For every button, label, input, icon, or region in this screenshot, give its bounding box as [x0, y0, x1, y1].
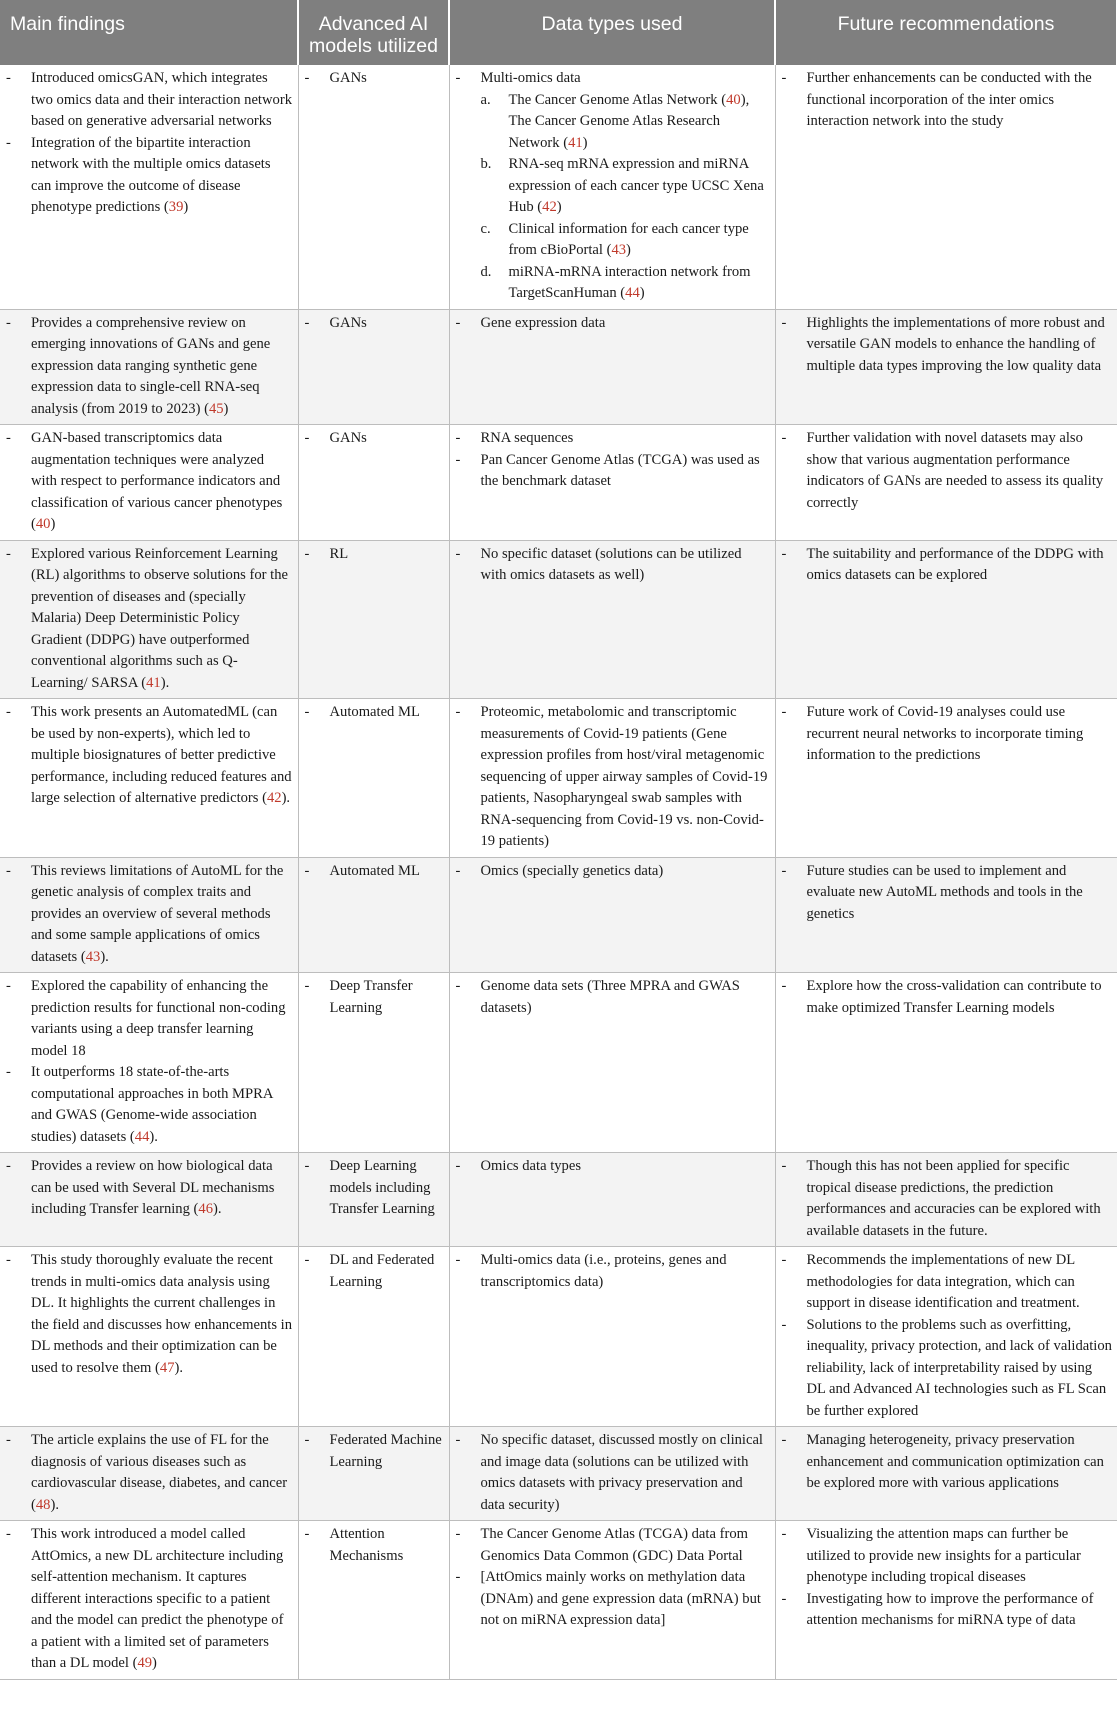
cell-data-types — [449, 1521, 775, 1680]
table-row — [0, 699, 1117, 858]
list-item — [782, 313, 1113, 378]
cell-data-types — [449, 65, 775, 309]
table-row — [0, 1427, 1117, 1521]
cell-data-types — [449, 1427, 775, 1521]
recommendations-list — [782, 313, 1113, 378]
table-row — [0, 1247, 1117, 1427]
table-row — [0, 1153, 1117, 1247]
list-item — [782, 1524, 1113, 1589]
item-text: Genome data sets (Three MPRA and GWAS datasets) — [480, 978, 740, 1016]
table-row — [0, 425, 1117, 541]
list-item — [6, 544, 293, 695]
cell-main-findings — [0, 973, 298, 1153]
table-row — [0, 309, 1117, 425]
list-item — [6, 976, 293, 1062]
cell-main-findings — [0, 425, 298, 541]
cell-data-types — [449, 540, 775, 699]
item-text: Gene expression data — [480, 314, 606, 331]
header-main-findings: Main findings — [0, 0, 298, 65]
citation-ref: 47 — [159, 1359, 175, 1376]
models-list — [305, 1430, 444, 1473]
item-text: Omics data types — [480, 1158, 582, 1174]
list-item — [782, 428, 1113, 514]
list-item — [782, 702, 1113, 767]
table-row — [0, 1521, 1117, 1680]
citation-ref: 44 — [625, 285, 640, 301]
list-item — [456, 450, 770, 493]
table-header-row — [0, 0, 1117, 65]
cell-future-recommendations — [775, 699, 1117, 858]
list-item — [782, 544, 1113, 587]
item-text: This work introduced a model called AttOmics, a new DL architecture including self-attention mechanism. It captures different interactions specific to a patient and the model can predict the phenotype of a patient with a limited set of parameters than a DL model ( — [31, 1526, 284, 1671]
table-row — [0, 65, 1117, 309]
list-item — [456, 702, 770, 853]
item-text-end: ). — [281, 790, 291, 806]
item-text: Investigating how to improve the performance of attention mechanisms for miRNA type of data — [806, 1590, 1094, 1628]
list-item — [6, 428, 293, 536]
models-list — [305, 428, 444, 450]
list-item — [456, 1250, 770, 1293]
citation-ref: 43 — [611, 242, 627, 258]
table-body — [0, 65, 1117, 1679]
list-item — [6, 1250, 293, 1379]
cell-future-recommendations — [775, 1521, 1117, 1680]
cell-main-findings — [0, 1153, 298, 1247]
cell-ai-models — [298, 309, 449, 425]
list-item — [782, 1315, 1113, 1423]
cell-data-types — [449, 699, 775, 858]
item-text: miRNA-mRNA interaction network from TargetScanHuman ( — [508, 263, 751, 301]
data-types-list — [456, 313, 770, 335]
cell-ai-models — [298, 699, 449, 858]
item-text: Introduced omicsGAN, which integrates two omics data and their interaction network based on generative adversarial networks — [31, 70, 292, 129]
header-data-types: Data types used — [449, 0, 775, 65]
recommendations-list — [782, 1156, 1113, 1242]
citation-ref: 46 — [198, 1201, 213, 1217]
citation-ref: 45 — [208, 400, 224, 417]
cell-data-types — [449, 309, 775, 425]
findings-list — [6, 428, 293, 536]
item-text-end: ) — [626, 242, 631, 258]
item-text: Managing heterogeneity, privacy preservation enhancement and communication optimization can be explored more with various applications — [806, 1432, 1104, 1491]
data-types-list — [456, 1430, 770, 1516]
citation-ref: 42 — [266, 790, 282, 806]
list-item — [782, 1156, 1113, 1242]
models-list — [305, 68, 444, 90]
sub-marker: a. — [480, 91, 491, 108]
cell-future-recommendations — [775, 425, 1117, 541]
cell-future-recommendations — [775, 1427, 1117, 1521]
list-item — [6, 702, 293, 810]
cell-main-findings — [0, 1247, 298, 1427]
cell-ai-models — [298, 1153, 449, 1247]
recommendations-list — [782, 1524, 1113, 1632]
citation-ref: 48 — [35, 1496, 51, 1513]
item-text: GAN-based transcriptomics data augmentation techniques were analyzed with respect to performance indicators and classification of various cancer phenotypes ( — [31, 430, 283, 532]
cell-data-types — [449, 973, 775, 1153]
item-text-end: ) — [50, 516, 56, 532]
findings-list — [6, 976, 293, 1148]
cell-data-types — [449, 857, 775, 973]
item-text: The article explains the use of FL for the diagnosis of various diseases such as cardiovascular disease, diabetes, and cancer ( — [31, 1432, 288, 1513]
models-list — [305, 861, 444, 883]
models-list — [305, 1250, 444, 1293]
list-item: - Automated ML — [305, 861, 444, 883]
citation-ref: 39 — [168, 199, 184, 215]
item-text: Multi-omics data — [480, 70, 581, 86]
list-item — [456, 976, 770, 1019]
table-row — [0, 857, 1117, 973]
header-advanced-ai-models: Advanced AI models utilized — [298, 0, 449, 65]
item-text-end: ). — [100, 948, 109, 965]
sub-marker: b. — [480, 156, 492, 172]
item-text: Explore how the cross-validation can contribute to make optimized Transfer Learning models — [806, 978, 1102, 1016]
list-item: - RL — [305, 544, 444, 566]
recommendations-list — [782, 976, 1113, 1019]
cell-main-findings — [0, 65, 298, 309]
item-text: Future work of Covid-19 analyses could use recurrent neural networks to incorporate timing information to the predictions — [806, 704, 1084, 763]
data-types-list — [456, 428, 770, 493]
findings-list — [6, 861, 293, 969]
citation-ref: 49 — [137, 1655, 153, 1671]
item-text: Multi-omics data (i.e., proteins, genes and transcriptomics data) — [480, 1252, 727, 1290]
cell-ai-models — [298, 65, 449, 309]
sub-marker: d. — [480, 263, 492, 280]
item-text: It outperforms 18 state-of-the-arts computational approaches in both MPRA and GWAS (Genome-wide association studies) datasets ( — [31, 1064, 273, 1145]
cell-data-types — [449, 1247, 775, 1427]
cell-future-recommendations — [775, 65, 1117, 309]
sub-list — [481, 90, 770, 305]
item-text-end: ) — [639, 285, 645, 301]
item-text: No specific dataset (solutions can be utilized with omics datasets as well) — [480, 545, 742, 583]
cell-ai-models — [298, 425, 449, 541]
item-text-end: ) — [223, 400, 229, 417]
data-types-list — [456, 861, 770, 883]
recommendations-list — [782, 1430, 1113, 1495]
list-item — [456, 1567, 770, 1632]
header-future-recommendations: Future recommendations — [775, 0, 1117, 65]
cell-ai-models — [298, 1521, 449, 1680]
sub-list-item — [481, 154, 770, 219]
recommendations-list — [782, 544, 1113, 587]
recommendations-list — [782, 702, 1113, 767]
item-text-end: ). — [174, 1359, 183, 1376]
list-item — [456, 1156, 770, 1178]
list-item — [6, 133, 293, 219]
models-list — [305, 702, 444, 724]
sub-list-item — [481, 262, 770, 305]
list-item — [782, 976, 1113, 1019]
item-text-end: ) — [152, 1655, 157, 1671]
list-item — [782, 861, 1113, 926]
list-item: - Deep Learning models including Transfer Learning — [305, 1156, 444, 1221]
data-types-list — [456, 68, 770, 305]
item-text: This study thoroughly evaluate the recent trends in multi-omics data analysis using DL. It highlights the current challenges in the field and discusses how enhancements in DL methods and their optimization can be used to resolve them ( — [31, 1252, 292, 1376]
sub-list-item — [481, 90, 770, 155]
list-item — [6, 1430, 293, 1516]
item-text: No specific dataset, discussed mostly on clinical and image data (solutions can be utilized with omics datasets with privacy preservation and data security) — [480, 1432, 763, 1513]
cell-ai-models — [298, 1247, 449, 1427]
item-text-end: ) — [582, 134, 588, 151]
item-text: This reviews limitations of AutoML for the genetic analysis of complex traits and provides an overview of several methods and some sample applications of omics datasets ( — [31, 862, 284, 965]
list-item — [456, 544, 770, 587]
list-item — [456, 1430, 770, 1516]
list-item: - GANs — [305, 428, 444, 450]
data-types-list — [456, 1156, 770, 1178]
item-text: Visualizing the attention maps can further be utilized to provide new insights for a particular phenotype including tropical diseases — [806, 1526, 1081, 1585]
list-item: - Federated Machine Learning — [305, 1430, 444, 1473]
cell-main-findings — [0, 699, 298, 858]
data-types-list — [456, 702, 770, 853]
list-item — [782, 68, 1113, 133]
cell-future-recommendations — [775, 540, 1117, 699]
models-list — [305, 313, 444, 335]
item-text: Though this has not been applied for specific tropical disease predictions, the prediction performances and accuracies can be explored with available datasets in the future. — [806, 1158, 1101, 1239]
item-text-end: ) — [183, 199, 189, 215]
item-text: ), The Cancer Genome Atlas Research Network ( — [508, 91, 750, 151]
list-item: - DL and Federated Learning — [305, 1250, 444, 1293]
item-text: Omics (specially genetics data) — [480, 862, 664, 879]
findings-list — [6, 313, 293, 421]
citation-ref: 40 — [35, 516, 51, 532]
table-row — [0, 540, 1117, 699]
models-list — [305, 1156, 444, 1221]
item-text: Solutions to the problems such as overfitting, inequality, privacy protection, and lack of validation reliability, lack of interpretability raised by using DL and Advanced AI technologies such as FL Scan be further explored — [806, 1316, 1112, 1419]
cell-main-findings — [0, 540, 298, 699]
list-item — [6, 1062, 293, 1148]
models-list — [305, 544, 444, 566]
models-list — [305, 976, 444, 1019]
cell-future-recommendations — [775, 857, 1117, 973]
item-text: Integration of the bipartite interaction network with the multiple omics datasets can improve the outcome of disease phenotype predictions ( — [31, 134, 271, 215]
item-text: RNA-seq mRNA expression and miRNA expression of each cancer type UCSC Xena Hub ( — [508, 156, 764, 215]
cell-future-recommendations — [775, 1247, 1117, 1427]
data-types-list — [456, 976, 770, 1019]
list-item — [6, 1156, 293, 1221]
cell-future-recommendations — [775, 309, 1117, 425]
item-text: RNA sequences — [480, 430, 574, 446]
item-text: Proteomic, metabolomic and transcriptomic measurements of Covid-19 patients (Gene expression profiles from host/viral metagenomic sequencing of upper airway samples of Covid-19 patients, Nasopharyngeal swab samples with RNA-sequencing from Covid-19 vs. non-Covid-19 patients) — [480, 704, 768, 849]
citation-ref: 41 — [146, 674, 161, 691]
cell-data-types — [449, 1153, 775, 1247]
item-text: Further enhancements can be conducted with the functional incorporation of the inter omics interaction network into the study — [806, 70, 1092, 129]
item-text: This work presents an AutomatedML (can be used by non-experts), which led to multiple biosignatures of better predictive performance, including reduced features and large selection of alternative predictors ( — [31, 704, 292, 806]
list-item — [782, 1430, 1113, 1495]
cell-main-findings — [0, 857, 298, 973]
list-item: - GANs — [305, 313, 444, 335]
findings-list — [6, 1430, 293, 1516]
item-text: Clinical information for each cancer type from cBioPortal ( — [508, 220, 749, 258]
item-text: [AttOmics mainly works on methylation data (DNAm) and gene expression data (mRNA) but not on miRNA expression data] — [480, 1569, 761, 1628]
findings-list — [6, 544, 293, 695]
citation-ref: 44 — [134, 1128, 150, 1145]
item-text: The suitability and performance of the DDPG with omics datasets can be explored — [806, 545, 1104, 583]
data-types-list — [456, 1524, 770, 1632]
list-item — [6, 68, 293, 133]
item-text: Further validation with novel datasets may also show that various augmentation performance indicators of GANs are needed to assess its quality correctly — [806, 430, 1104, 511]
list-item: - GANs — [305, 68, 444, 90]
sub-list-item — [481, 219, 770, 262]
item-text: Pan Cancer Genome Atlas (TCGA) was used as the benchmark dataset — [480, 451, 760, 489]
citation-ref: 41 — [568, 134, 583, 151]
findings-list — [6, 702, 293, 810]
list-item — [782, 1250, 1113, 1315]
sub-marker: c. — [480, 220, 491, 237]
list-item — [456, 1524, 770, 1567]
cell-main-findings — [0, 1427, 298, 1521]
list-item — [6, 1524, 293, 1675]
item-text: The Cancer Genome Atlas (TCGA) data from Genomics Data Common (GDC) Data Portal — [480, 1526, 748, 1564]
cell-ai-models — [298, 540, 449, 699]
findings-list — [6, 1524, 293, 1675]
item-text: Explored various Reinforcement Learning (RL) algorithms to observe solutions for the prevention of diseases and (specially Malaria) Deep Deterministic Policy Gradient (DDPG) have outperformed conventional algorithms such as Q-Learning/ SARSA ( — [31, 545, 288, 691]
item-text: Future studies can be used to implement and evaluate new AutoML methods and tools in the genetics — [806, 862, 1083, 922]
list-item — [6, 313, 293, 421]
item-text-end: ). — [160, 674, 170, 691]
cell-main-findings — [0, 1521, 298, 1680]
list-item — [782, 1589, 1113, 1632]
list-item — [456, 68, 770, 305]
recommendations-list — [782, 1250, 1113, 1422]
item-text-end: ). — [149, 1128, 158, 1145]
recommendations-list — [782, 68, 1113, 133]
item-text: The Cancer Genome Atlas Network ( — [508, 91, 727, 108]
list-item — [6, 861, 293, 969]
findings-list — [6, 1250, 293, 1379]
findings-list — [6, 1156, 293, 1221]
item-text-end: ) — [556, 199, 562, 215]
cell-future-recommendations — [775, 973, 1117, 1153]
item-text-end: ). — [213, 1201, 222, 1217]
findings-list — [6, 68, 293, 219]
item-text: Provides a comprehensive review on emerging innovations of GANs and gene expression data ranging synthetic gene expression data to single-cell RNA-seq analysis (from 2019 to 2023) ( — [31, 314, 271, 417]
cell-future-recommendations — [775, 1153, 1117, 1247]
list-item: - Attention Mechanisms — [305, 1524, 444, 1567]
item-text: Highlights the implementations of more robust and versatile GAN models to enhance the handling of multiple data types improving the low quality data — [806, 314, 1105, 374]
cell-ai-models — [298, 973, 449, 1153]
data-types-list — [456, 1250, 770, 1293]
cell-ai-models — [298, 1427, 449, 1521]
item-text-end: ). — [50, 1496, 59, 1513]
citation-ref: 43 — [85, 948, 101, 965]
cell-ai-models — [298, 857, 449, 973]
list-item — [456, 861, 770, 883]
data-types-list — [456, 544, 770, 587]
item-text: Recommends the implementations of new DL methodologies for data integration, which can support in disease identification and treatment. — [806, 1252, 1080, 1311]
citation-ref: 42 — [542, 199, 557, 215]
models-list — [305, 1524, 444, 1567]
recommendations-list — [782, 428, 1113, 514]
list-item — [456, 313, 770, 335]
cell-data-types — [449, 425, 775, 541]
citation-ref: 40 — [726, 91, 741, 108]
list-item: - Deep Transfer Learning — [305, 976, 444, 1019]
list-item — [456, 428, 770, 450]
item-text: Provides a review on how biological data can be used with Several DL mechanisms including Transfer learning ( — [31, 1158, 275, 1217]
table-row — [0, 973, 1117, 1153]
cell-main-findings — [0, 309, 298, 425]
list-item: - Automated ML — [305, 702, 444, 724]
item-text: Explored the capability of enhancing the prediction results for functional non-coding variants using a deep transfer learning model 18 — [31, 978, 286, 1059]
recommendations-list — [782, 861, 1113, 926]
